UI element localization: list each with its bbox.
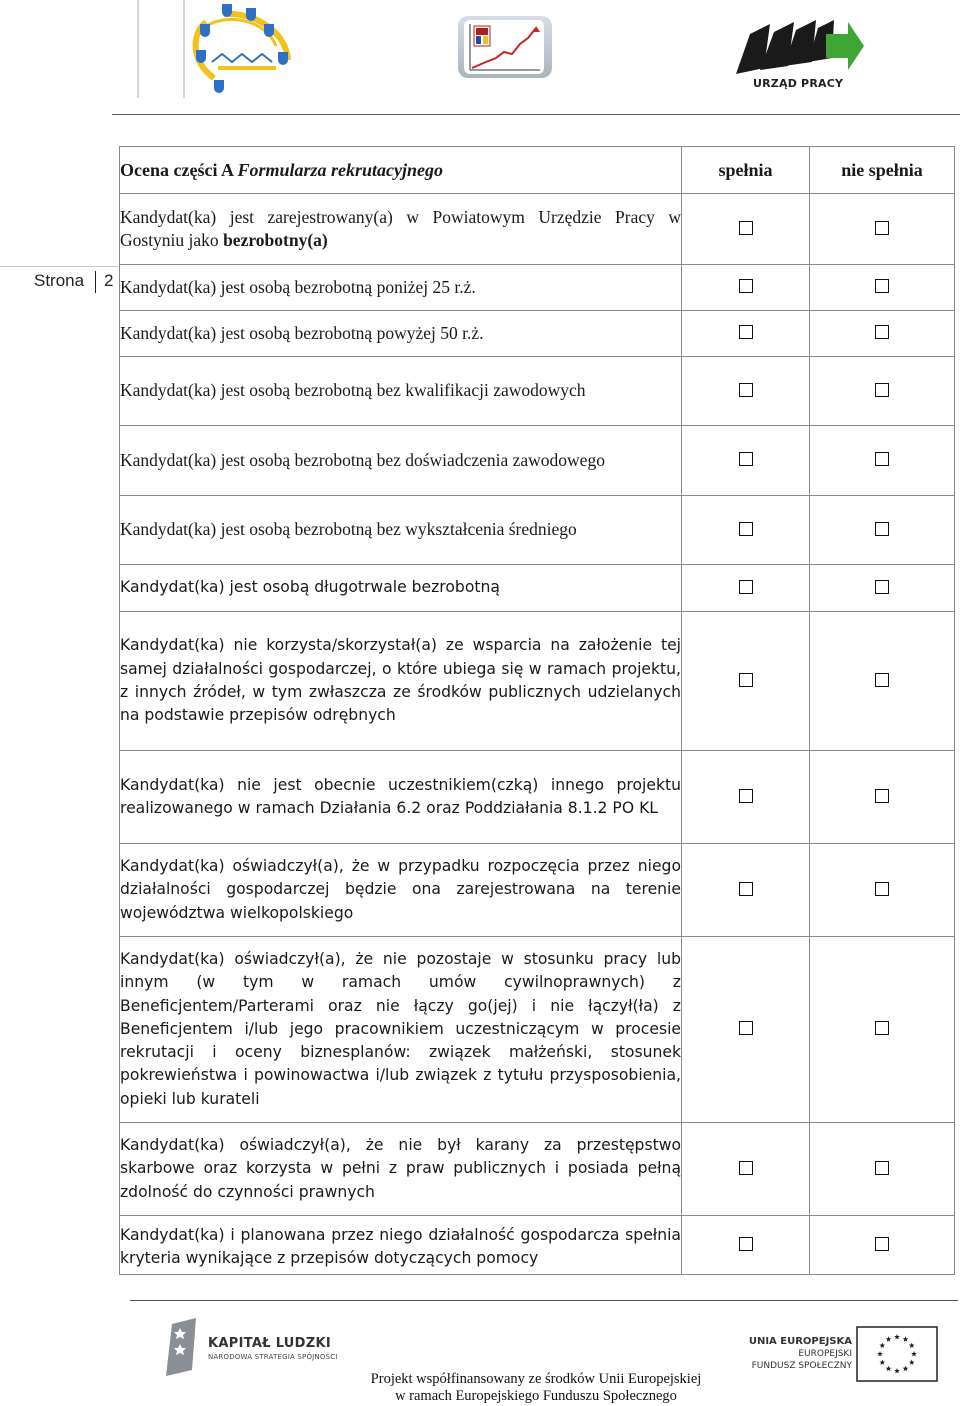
- table-title-italic: Formularza rekrutacyjnego: [237, 159, 443, 180]
- meets-checkbox[interactable]: [739, 789, 753, 803]
- meets-checkbox[interactable]: [739, 279, 753, 293]
- meets-checkbox[interactable]: [739, 882, 753, 896]
- table-row: [120, 426, 955, 496]
- not-meets-checkbox[interactable]: [875, 221, 889, 235]
- page-label-separator: [95, 271, 96, 293]
- wielkopolska-logo-icon: [136, 0, 296, 100]
- kapital-ludzki-title: KAPITAŁ LUDZKI: [208, 1336, 331, 1351]
- eu-line-2: EUROPEJSKI: [798, 1349, 852, 1359]
- footer-divider: [130, 1300, 958, 1301]
- meets-checkbox[interactable]: [739, 673, 753, 687]
- criterion-text: Kandydat(ka) jest osobą długotrwale bezrobotną: [120, 565, 682, 612]
- meets-checkbox[interactable]: [739, 1021, 753, 1035]
- not-meets-checkbox[interactable]: [875, 580, 889, 594]
- criterion-text: Kandydat(ka) jest osobą bezrobotną bez wykształcenia średniego: [120, 496, 682, 565]
- table-header-row: [120, 147, 955, 194]
- not-meets-checkbox[interactable]: [875, 1237, 889, 1251]
- cofinancing-line-1: Projekt współfinansowany ze środków Unii Europejskiej: [370, 1371, 702, 1387]
- cofinancing-note: [330, 1371, 742, 1405]
- kapital-ludzki-subtitle: NARODOWA STRATEGIA SPÓJNOŚCI: [208, 1353, 338, 1361]
- table-row: [120, 937, 955, 1123]
- table-row: [120, 612, 955, 751]
- page-header: [0, 0, 960, 116]
- not-meets-checkbox[interactable]: [875, 325, 889, 339]
- meets-checkbox[interactable]: [739, 383, 753, 397]
- cofinancing-line-2: w ramach Europejskiego Funduszu Społecznego: [395, 1388, 677, 1404]
- table-row: [120, 311, 955, 357]
- meets-checkbox[interactable]: [739, 580, 753, 594]
- table-title: [120, 147, 682, 194]
- table-row: [120, 1216, 955, 1275]
- page-tab-rule: [0, 266, 118, 267]
- criterion-text: Kandydat(ka) i planowana przez niego działalność gospodarcza spełnia kryteria wynikające z przepisów dotyczących pomocy: [120, 1216, 682, 1275]
- criterion-bold: bezrobotny(a): [223, 230, 328, 250]
- criterion-text: Kandydat(ka) jest osobą bezrobotną bez doświadczenia zawodowego: [120, 426, 682, 496]
- criterion-text: Kandydat(ka) oświadczył(a), że nie pozostaje w stosunku pracy lub innym (w tym w ramach umów cywilnoprawnych) z Beneficjentem/Parterami oraz nie łączy go(jej) i nie łączył(ła) z Beneficjentem i/lub jego pracownikiem uczestniczącym w procesie rekrutacji i oceny biznesplanów: związek małżeński, stosunek pokrewieństwa i powinowactwa i/lub związek z tytułu przysposobienia, opieki lub kurateli: [120, 937, 682, 1123]
- table-row: [120, 496, 955, 565]
- eu-fund-label: [742, 1336, 852, 1372]
- eu-flag-icon: [856, 1326, 938, 1382]
- not-meets-checkbox[interactable]: [875, 1021, 889, 1035]
- not-meets-checkbox[interactable]: [875, 789, 889, 803]
- criterion-text: Kandydat(ka) oświadczył(a), że w przypadku rozpoczęcia przez niego działalności gospodarczej będzie ona zarejestrowana na terenie województwa wielkopolskiego: [120, 844, 682, 937]
- column-header-not-meets: nie spełnia: [810, 147, 955, 194]
- meets-checkbox[interactable]: [739, 325, 753, 339]
- column-header-meets: spełnia: [682, 147, 810, 194]
- page-number: 2: [104, 271, 114, 290]
- criterion-text: Kandydat(ka) jest osobą bezrobotną powyżej 50 r.ż.: [120, 311, 682, 357]
- eu-line-1: UNIA EUROPEJSKA: [748, 1336, 852, 1347]
- table-row: [120, 194, 955, 265]
- not-meets-checkbox[interactable]: [875, 522, 889, 536]
- meets-checkbox[interactable]: [739, 1237, 753, 1251]
- page-label: Strona: [34, 271, 85, 290]
- header-divider: [112, 114, 960, 115]
- meets-checkbox[interactable]: [739, 452, 753, 466]
- not-meets-checkbox[interactable]: [875, 279, 889, 293]
- criterion-text: Kandydat(ka) jest zarejestrowany(a) w Powiatowym Urzędzie Pracy w Gostyniu jako bezrobotny(a): [120, 194, 682, 265]
- not-meets-checkbox[interactable]: [875, 882, 889, 896]
- criterion-text: Kandydat(ka) jest osobą bezrobotną poniżej 25 r.ż.: [120, 265, 682, 311]
- criterion-text: Kandydat(ka) jest osobą bezrobotną bez kwalifikacji zawodowych: [120, 357, 682, 426]
- table-title-prefix: Ocena części A: [120, 159, 238, 180]
- not-meets-checkbox[interactable]: [875, 673, 889, 687]
- table-row: [120, 844, 955, 937]
- table-row: [120, 1123, 955, 1216]
- table-row: [120, 357, 955, 426]
- not-meets-checkbox[interactable]: [875, 1161, 889, 1175]
- meets-checkbox[interactable]: [739, 221, 753, 235]
- not-meets-checkbox[interactable]: [875, 452, 889, 466]
- table-row: [120, 751, 955, 844]
- not-meets-checkbox[interactable]: [875, 383, 889, 397]
- table-row: [120, 565, 955, 612]
- meets-checkbox[interactable]: [739, 522, 753, 536]
- table-row: [120, 265, 955, 311]
- urzad-pracy-logo-text: URZĄD PRACY: [753, 77, 844, 90]
- gostyn-growth-logo-icon: [456, 14, 554, 80]
- evaluation-table: [119, 146, 955, 1275]
- eu-line-3: FUNDUSZ SPOŁECZNY: [751, 1361, 852, 1371]
- meets-checkbox[interactable]: [739, 1161, 753, 1175]
- criterion-text: Kandydat(ka) nie jest obecnie uczestnikiem(czką) innego projektu realizowanego w ramach Działania 6.2 oraz Poddziałania 8.1.2 PO KL: [120, 751, 682, 844]
- criterion-text: Kandydat(ka) nie korzysta/skorzystał(a) ze wsparcia na założenie tej samej działalności gospodarczej, o które ubiega się w ramach projektu, z innych źródeł, w tym zwłaszcza ze środków publicznych udzielanych na podstawie przepisów odrębnych: [120, 612, 682, 751]
- criterion-text: Kandydat(ka) oświadczył(a), że nie był karany za przestępstwo skarbowe oraz korzysta w pełni z praw publicznych i posiada pełną zdolność do czynności prawnych: [120, 1123, 682, 1216]
- page-number-tab: [0, 266, 118, 296]
